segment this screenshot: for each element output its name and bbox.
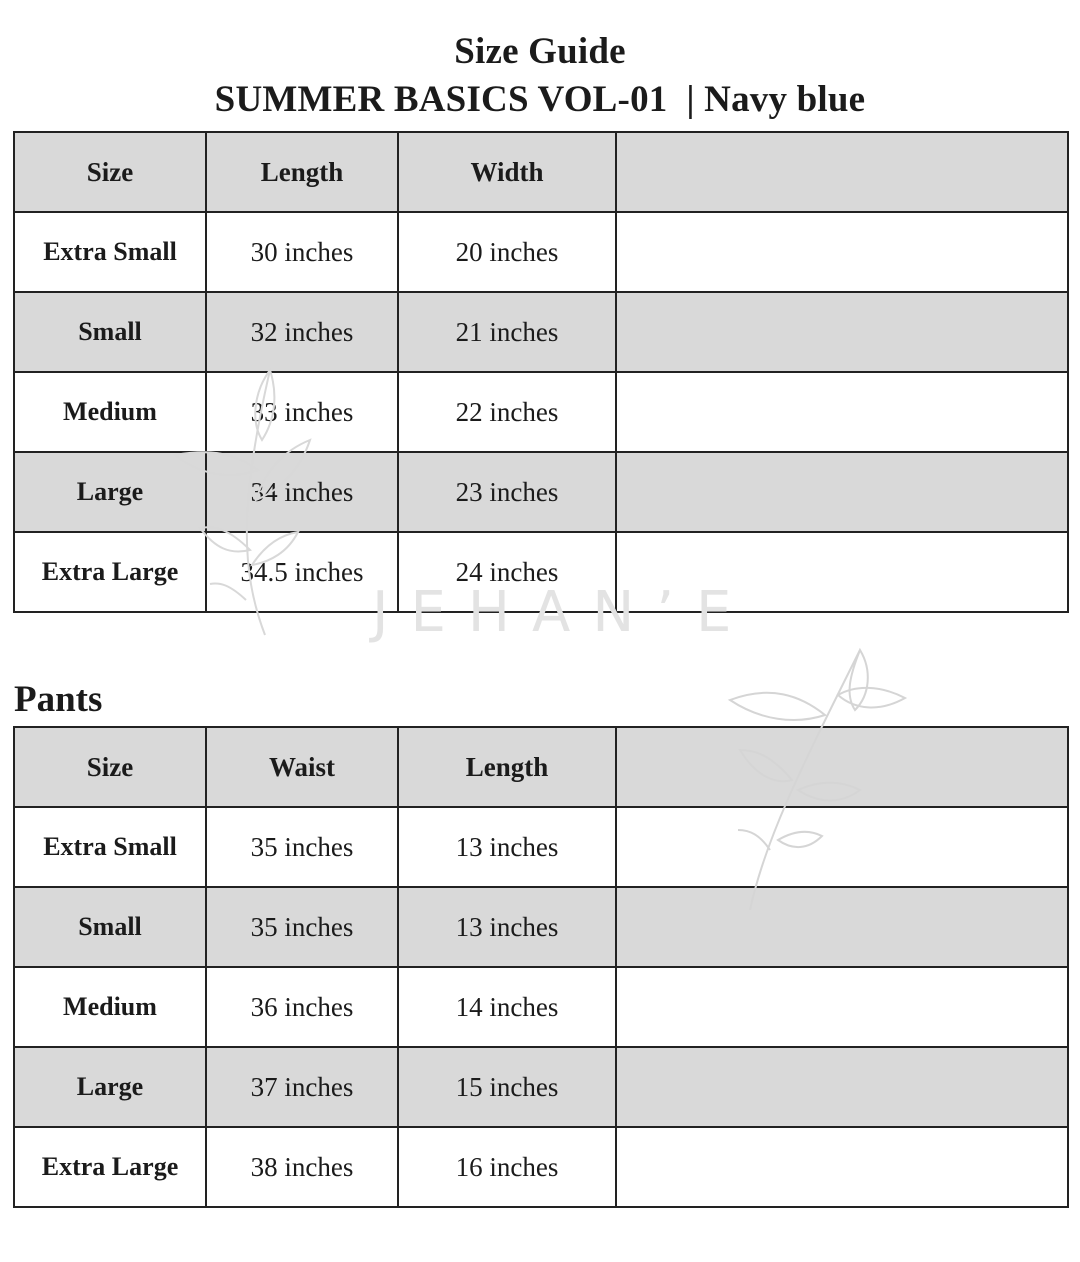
table-header-row	[14, 727, 1068, 807]
pants-heading: Pants	[14, 679, 103, 720]
length-cell: 13 inches	[398, 807, 616, 887]
size-cell: Extra Small	[14, 807, 206, 887]
blank-cell	[616, 212, 1068, 292]
shirt-size-table	[13, 131, 1069, 613]
blank-cell	[616, 807, 1068, 887]
table-row	[14, 807, 1068, 887]
length-cell: 15 inches	[398, 1047, 616, 1127]
column-header-size: Size	[14, 132, 206, 212]
length-cell: 14 inches	[398, 967, 616, 1047]
blank-cell	[616, 887, 1068, 967]
size-cell: Large	[14, 1047, 206, 1127]
brand-watermark: JEHAN’E	[372, 580, 754, 645]
size-cell: Small	[14, 292, 206, 372]
column-header-width: Width	[398, 132, 616, 212]
size-cell: Medium	[14, 372, 206, 452]
table-row	[14, 292, 1068, 372]
size-cell: Extra Small	[14, 212, 206, 292]
width-cell: 24 inches	[398, 532, 616, 612]
size-cell: Small	[14, 887, 206, 967]
size-cell: Large	[14, 452, 206, 532]
table-row	[14, 1127, 1068, 1207]
table-header-row	[14, 132, 1068, 212]
blank-cell	[616, 372, 1068, 452]
column-header-length: Length	[398, 727, 616, 807]
table-row	[14, 532, 1068, 612]
length-cell: 33 inches	[206, 372, 398, 452]
blank-cell	[616, 967, 1068, 1047]
length-cell: 13 inches	[398, 887, 616, 967]
width-cell: 20 inches	[398, 212, 616, 292]
table-row	[14, 372, 1068, 452]
table-row	[14, 967, 1068, 1047]
length-cell: 34 inches	[206, 452, 398, 532]
waist-cell: 35 inches	[206, 887, 398, 967]
size-cell: Extra Large	[14, 532, 206, 612]
waist-cell: 36 inches	[206, 967, 398, 1047]
length-cell: 16 inches	[398, 1127, 616, 1207]
column-header-size: Size	[14, 727, 206, 807]
page-title: Size Guide	[454, 31, 626, 72]
column-header-waist: Waist	[206, 727, 398, 807]
length-cell: 34.5 inches	[206, 532, 398, 612]
table-row	[14, 887, 1068, 967]
width-cell: 21 inches	[398, 292, 616, 372]
table-row	[14, 212, 1068, 292]
waist-cell: 37 inches	[206, 1047, 398, 1127]
waist-cell: 38 inches	[206, 1127, 398, 1207]
column-header-length: Length	[206, 132, 398, 212]
blank-cell	[616, 452, 1068, 532]
width-cell: 23 inches	[398, 452, 616, 532]
blank-cell	[616, 1127, 1068, 1207]
blank-cell	[616, 1047, 1068, 1127]
blank-cell	[616, 292, 1068, 372]
width-cell: 22 inches	[398, 372, 616, 452]
length-cell: 32 inches	[206, 292, 398, 372]
table-row	[14, 1047, 1068, 1127]
column-header-blank	[616, 727, 1068, 807]
column-header-blank	[616, 132, 1068, 212]
blank-cell	[616, 532, 1068, 612]
table-row	[14, 452, 1068, 532]
length-cell: 30 inches	[206, 212, 398, 292]
waist-cell: 35 inches	[206, 807, 398, 887]
size-cell: Medium	[14, 967, 206, 1047]
pants-size-table	[13, 726, 1069, 1208]
size-cell: Extra Large	[14, 1127, 206, 1207]
page-subtitle: SUMMER BASICS VOL-01 | Navy blue	[214, 79, 866, 120]
title-block	[0, 28, 1080, 124]
